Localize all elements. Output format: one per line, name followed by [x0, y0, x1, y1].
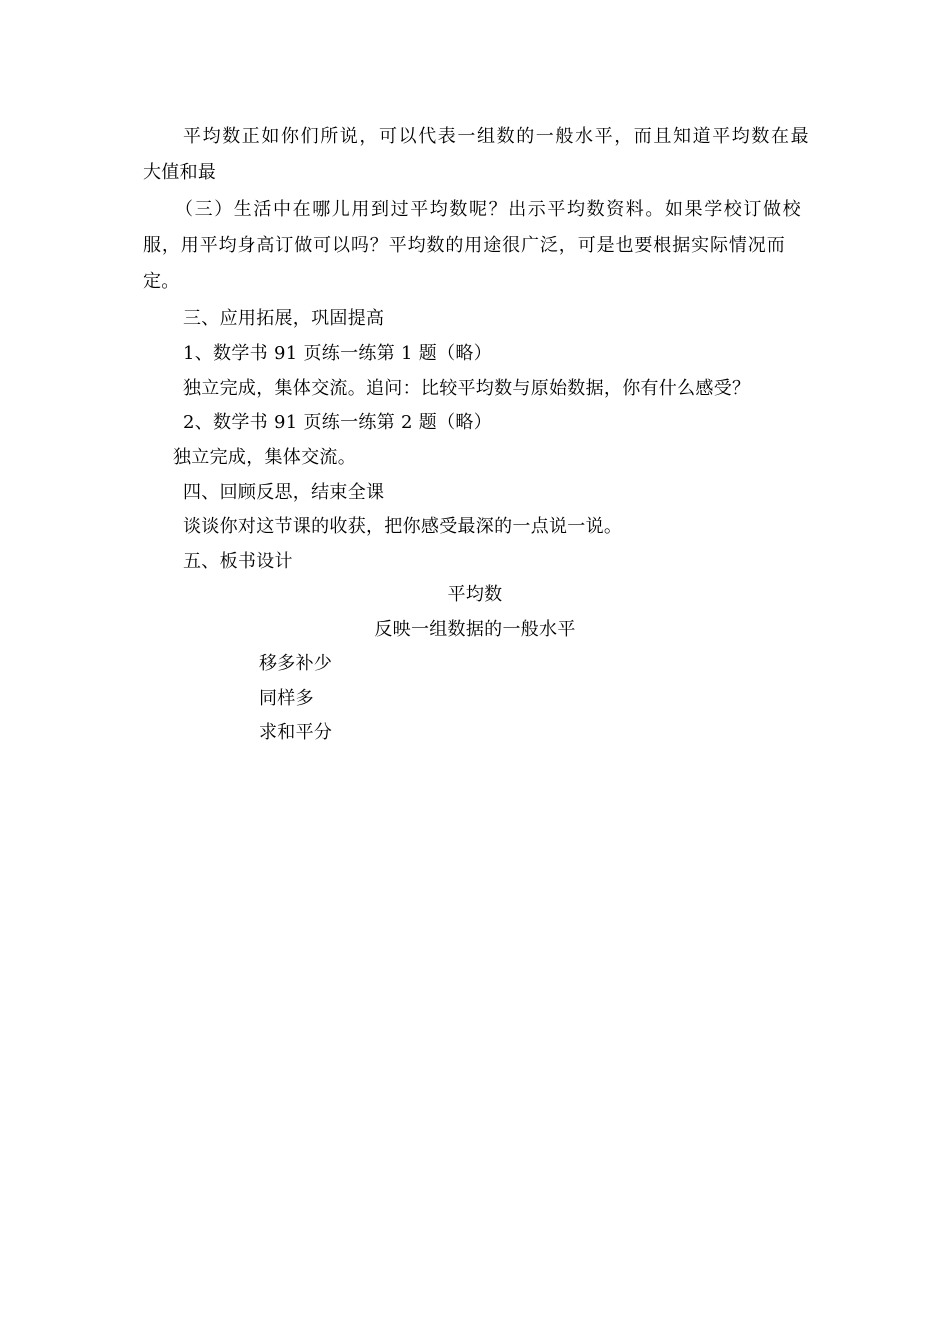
- paragraph-line: 独立完成，集体交流。: [173, 447, 356, 468]
- paragraph-line: 谈谈你对这节课的收获，把你感受最深的一点说一说。: [183, 516, 623, 537]
- paragraph-line: 独立完成，集体交流。追问：比较平均数与原始数据，你有什么感受？: [183, 378, 751, 399]
- paragraph-line: 大值和最: [143, 162, 217, 183]
- board-subtitle: 反映一组数据的一般水平: [374, 619, 576, 640]
- paragraph-line: 平均数正如你们所说，可以代表一组数的一般水平，而且知道平均数在最: [183, 126, 811, 147]
- section-heading: 四、回顾反思，结束全课: [183, 482, 385, 503]
- paragraph-line: 服，用平均身高订做可以吗？平均数的用途很广泛，可是也要根据实际情况而: [143, 235, 786, 256]
- board-item: 求和平分: [259, 722, 333, 743]
- board-item: 移多补少: [259, 653, 333, 674]
- exercise-item: 2、数学书 91 页练一练第 2 题（略）: [183, 412, 492, 433]
- paragraph-line: 定。: [143, 271, 180, 292]
- section-heading: 三、应用拓展，巩固提高: [183, 308, 385, 329]
- paragraph-line: （三）生活中在哪儿用到过平均数呢？出示平均数资料。如果学校订做校: [175, 199, 803, 220]
- board-title: 平均数: [447, 584, 503, 605]
- section-heading: 五、板书设计: [183, 551, 293, 572]
- exercise-item: 1、数学书 91 页练一练第 1 题（略）: [183, 343, 492, 364]
- board-item: 同样多: [259, 688, 314, 709]
